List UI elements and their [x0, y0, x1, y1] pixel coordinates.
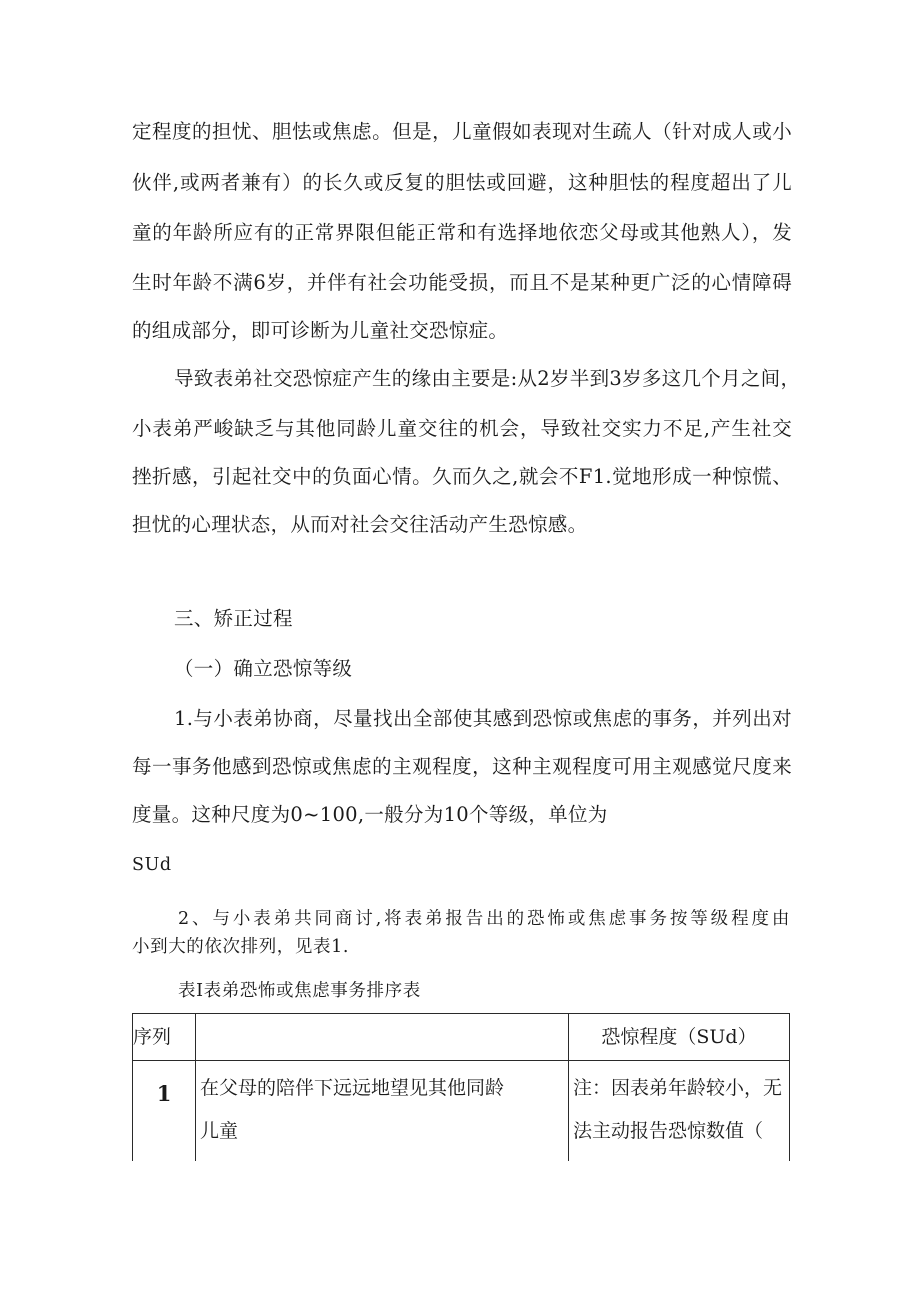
paragraph1-line-2: 伙伴,或两者兼有）的长久或反复的胆怯或回避，这种胆怯的程度超出了儿 [132, 171, 792, 194]
row-note-line-1: 注：因表弟年龄较小，无 [573, 1077, 783, 1099]
table-header-row [133, 1014, 790, 1061]
item2-line-1: 2、与小表弟共同商讨,将表弟报告出的恐怖或焦虑事务按等级程度由 [178, 909, 790, 929]
row-note-cell [569, 1061, 790, 1162]
paragraph1-line-3: 童的年龄所应有的正常界限但能正常和有选择地依恋父母或其他熟人），发 [132, 221, 792, 244]
item1-line-3: 度量。这种尺度为0~100,一般分为10个等级，单位为 [132, 803, 608, 826]
paragraph1-line-5: 的组成部分，即可诊断为儿童社交恐惊症。 [132, 319, 509, 342]
paragraph2-line-2: 小表弟严峻缺乏与其他同龄儿童交往的机会，导致社交实力不足,产生社交 [132, 417, 792, 440]
row-event-cell [196, 1061, 569, 1162]
item1-line-2: 每一事务他感到恐惊或焦虑的主观程度，这种主观程度可用主观感觉尺度来 [132, 755, 792, 778]
item1-line-1: 1.与小表弟协商，尽量找出全部使其感到恐惊或焦虑的事务，并列出对 [174, 707, 792, 730]
row-event-line-2: 儿童 [200, 1120, 239, 1142]
table-caption: 表I表弟恐怖或焦虑事务排序表 [178, 981, 421, 1001]
row-index: 1 [156, 1081, 172, 1106]
item1-unit: SUd [132, 855, 172, 875]
paragraph2-line-1: 导致表弟社交恐惊症产生的缘由主要是:从2岁半到3岁多这几个月之间， [174, 367, 801, 390]
row-index-cell [133, 1061, 196, 1162]
subsection-heading: （一）确立恐惊等级 [174, 657, 353, 680]
fear-ranking-table [132, 1013, 790, 1161]
row-event-line-1: 在父母的陪伴下远远地望见其他同龄 [200, 1077, 505, 1099]
header-fear-degree: 恐惊程度（SUd） [569, 1014, 790, 1061]
paragraph2-line-3: 挫折感，引起社交中的负面心情。久而久之,就会不F1.觉地形成一种惊慌、 [132, 465, 792, 488]
section-heading: 三、矫正过程 [174, 607, 293, 630]
table-row [133, 1061, 790, 1162]
header-index: 序列 [133, 1014, 196, 1061]
paragraph2-line-4: 担忧的心理状态，从而对社会交往活动产生恐惊感。 [132, 513, 588, 536]
paragraph1-line-1: 定程度的担忧、胆怯或焦虑。但是，儿童假如表现对生疏人（针对成人或小 [132, 120, 792, 143]
paragraph1-line-4: 生时年龄不满6岁，并伴有社会功能受损，而且不是某种更广泛的心情障碍 [132, 271, 792, 294]
header-event [196, 1014, 569, 1061]
item2-line-2: 小到大的依次排列，见表1. [132, 937, 349, 957]
row-note-line-2: 法主动报告恐惊数值（ [573, 1120, 764, 1142]
